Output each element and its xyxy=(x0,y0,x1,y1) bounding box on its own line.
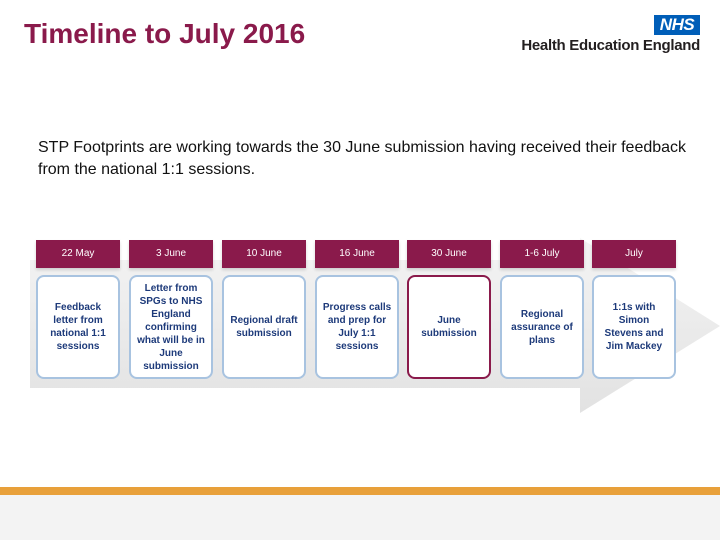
nhs-logo-badge: NHS xyxy=(654,15,700,35)
timeline-card-highlighted xyxy=(407,275,491,379)
hee-logo xyxy=(510,15,700,55)
timeline-card xyxy=(222,275,306,379)
timeline-card xyxy=(129,275,213,379)
timeline-card-text: 1:1s with Simon Stevens and Jim Mackey xyxy=(604,302,664,352)
footer-accent-bar xyxy=(0,487,720,495)
timeline-card-text: Regional assurance of plans xyxy=(511,308,573,346)
timeline-card xyxy=(315,275,399,379)
timeline-card-text: Letter from SPGs to NHS England confirming what will be in June submission xyxy=(137,282,205,372)
timeline-card-text: June submission xyxy=(421,315,477,339)
timeline-card-text: Feedback letter from national 1:1 sessions xyxy=(50,302,106,352)
timeline-card-text: Regional draft submission xyxy=(230,315,298,339)
timeline-card xyxy=(36,275,120,379)
slide-title: Timeline to July 2016 xyxy=(24,18,306,49)
timeline-card xyxy=(592,275,676,379)
timeline-date: 10 June xyxy=(222,240,306,268)
timeline-card-text: Progress calls and prep for July 1:1 sessions xyxy=(322,302,392,352)
logo-org-name: Health Education England xyxy=(521,37,700,54)
timeline-date: 30 June xyxy=(407,240,491,268)
timeline-date: 16 June xyxy=(315,240,399,268)
timeline-card xyxy=(500,275,584,379)
timeline-date: 1-6 July xyxy=(500,240,584,268)
timeline-date: 3 June xyxy=(129,240,213,268)
footer-area xyxy=(0,495,720,540)
intro-text: STP Footprints are working towards the 30 June submission having received their feedback from the national 1:1 sessions. xyxy=(38,139,687,178)
timeline-date: 22 May xyxy=(36,240,120,268)
timeline-date: July xyxy=(592,240,676,268)
